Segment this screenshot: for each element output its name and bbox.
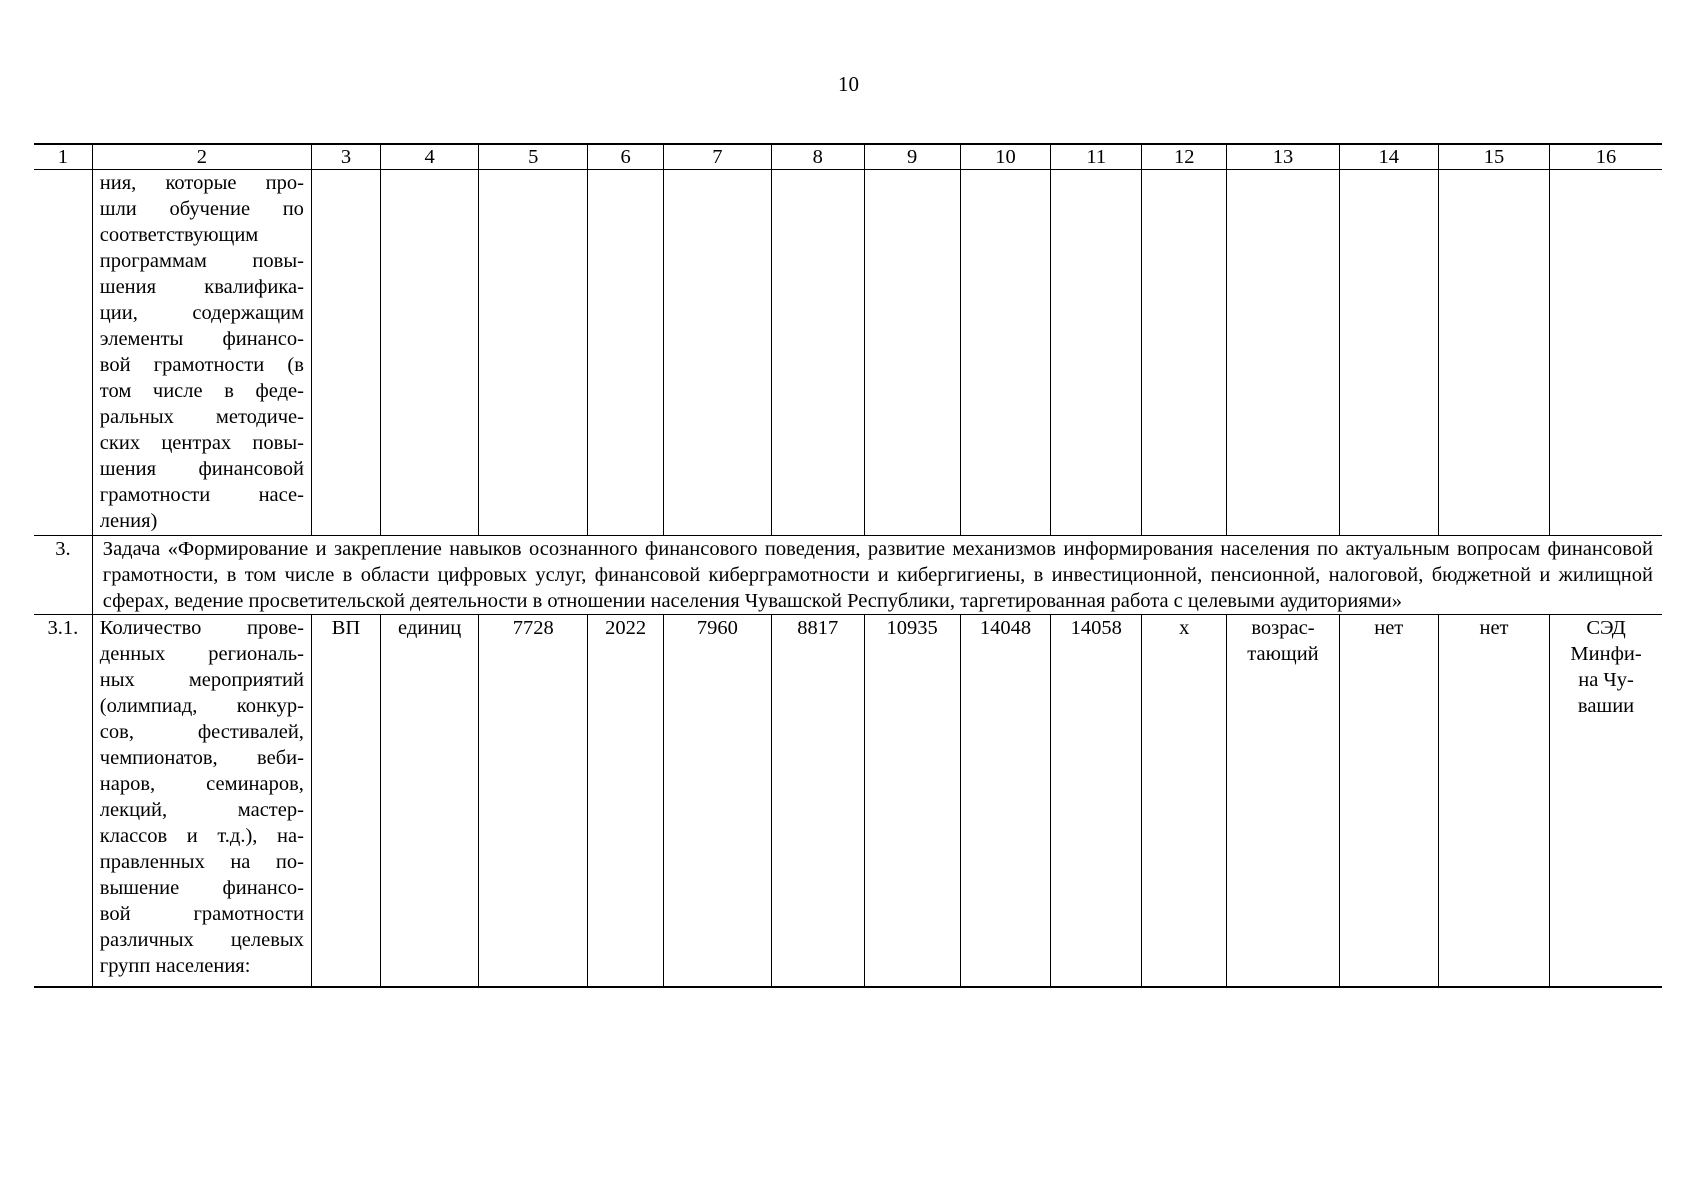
text-line: ления) [99, 510, 158, 532]
text-line: грамотности насе- [99, 484, 304, 506]
empty-cell [588, 170, 664, 536]
source-cell [1550, 615, 1662, 987]
value-cell: 14048 [960, 615, 1051, 987]
text-line: различных целевых [99, 929, 304, 951]
indicator-table [34, 143, 1662, 988]
value-cell: 7960 [663, 615, 771, 987]
empty-cell [771, 170, 864, 536]
text-line: ских центрах повы- [99, 432, 304, 454]
header-cell: 11 [1051, 144, 1142, 170]
value-cell: х [1142, 615, 1227, 987]
header-cell: 16 [1550, 144, 1662, 170]
header-cell: 7 [663, 144, 771, 170]
empty-cell [960, 170, 1051, 536]
text-line: СЭД [1586, 617, 1626, 639]
table-row-continued [34, 170, 1662, 536]
text-line: ральных методиче- [99, 406, 304, 428]
text-line: ния, которые про- [99, 172, 304, 194]
indicator-name-cell [92, 615, 311, 987]
unit-cell: единиц [381, 615, 479, 987]
header-cell: 3 [311, 144, 380, 170]
text-line: классов и т.д.), на- [99, 825, 304, 847]
text-line: вашии [1577, 695, 1635, 717]
empty-cell [311, 170, 380, 536]
header-cell: 8 [771, 144, 864, 170]
trend-cell [1227, 615, 1339, 987]
table-row-task [34, 536, 1662, 615]
header-cell: 6 [588, 144, 664, 170]
text-line: вой грамотности (в [99, 354, 304, 376]
header-cell: 14 [1339, 144, 1438, 170]
task-text: Задача «Формирование и закрепление навыков осознанного финансового поведения, развитие механизмов информирования населения по актуальным вопросам финансовой грамотности, в том числе в области цифровых услуг, финансовой киберграмотности и кибергигиены, в инвестиционной, пенсионной, налоговой, бюджетной и жилищной сферах, ведение просветительской деятельности в отношении населения Чувашской Республики, таргетированная работа с целевыми аудиториями» [92, 536, 1662, 615]
text-line: Минфи- [1570, 643, 1642, 665]
indicator-number: 3.1. [34, 615, 92, 987]
text-line: шения квалифика- [99, 276, 304, 298]
text-line: вой грамотности [99, 903, 304, 925]
indicator-type-cell: ВП [311, 615, 380, 987]
text-line: групп населения: [99, 955, 251, 977]
text-line: наров, семинаров, [99, 773, 304, 795]
value-cell: нет [1339, 615, 1438, 987]
header-cell: 9 [864, 144, 960, 170]
header-cell: 2 [92, 144, 311, 170]
empty-cell [1142, 170, 1227, 536]
indicator-name-cell [92, 170, 311, 536]
text-line: вышение финансо- [99, 877, 304, 899]
text-line: (олимпиад, конкур- [99, 695, 304, 717]
empty-cell [1550, 170, 1662, 536]
text-line: шения финансовой [99, 458, 304, 480]
text-line: правленных на по- [99, 851, 304, 873]
text-line: сов, фестивалей, [99, 721, 304, 743]
empty-cell [1227, 170, 1339, 536]
text-line: соответствующим [99, 224, 259, 246]
value-cell: 10935 [864, 615, 960, 987]
text-line: элементы финансо- [99, 328, 304, 350]
value-cell: 7728 [479, 615, 588, 987]
empty-cell [479, 170, 588, 536]
text-line: лекций, мастер- [99, 799, 304, 821]
header-cell: 10 [960, 144, 1051, 170]
empty-cell [1438, 170, 1549, 536]
text-line: тающий [1247, 643, 1319, 665]
empty-cell [381, 170, 479, 536]
text-line: шли обучение по [99, 198, 304, 220]
empty-cell [1051, 170, 1142, 536]
value-cell: 8817 [771, 615, 864, 987]
table-row-indicator [34, 615, 1662, 987]
text-line: чемпионатов, веби- [99, 747, 304, 769]
value-cell: 2022 [588, 615, 664, 987]
row-number-cell [34, 170, 92, 536]
text-line: том числе в феде- [99, 380, 304, 402]
header-cell: 5 [479, 144, 588, 170]
header-cell: 15 [1438, 144, 1549, 170]
header-cell: 12 [1142, 144, 1227, 170]
text-line: ции, содержащим [99, 302, 304, 324]
header-cell: 13 [1227, 144, 1339, 170]
header-cell: 4 [381, 144, 479, 170]
text-line: Количество прове- [99, 617, 304, 639]
empty-cell [1339, 170, 1438, 536]
value-cell: 14058 [1051, 615, 1142, 987]
table-header-row [34, 144, 1662, 170]
value-cell: нет [1438, 615, 1549, 987]
text-line: ных мероприятий [99, 669, 304, 691]
text-line: денных региональ- [99, 643, 304, 665]
header-cell: 1 [34, 144, 92, 170]
task-number: 3. [34, 536, 92, 615]
text-line: программам повы- [99, 250, 304, 272]
empty-cell [663, 170, 771, 536]
text-line: на Чу- [1578, 669, 1634, 691]
empty-cell [864, 170, 960, 536]
page-number: 10 [838, 72, 859, 96]
text-line: возрас- [1251, 617, 1315, 639]
